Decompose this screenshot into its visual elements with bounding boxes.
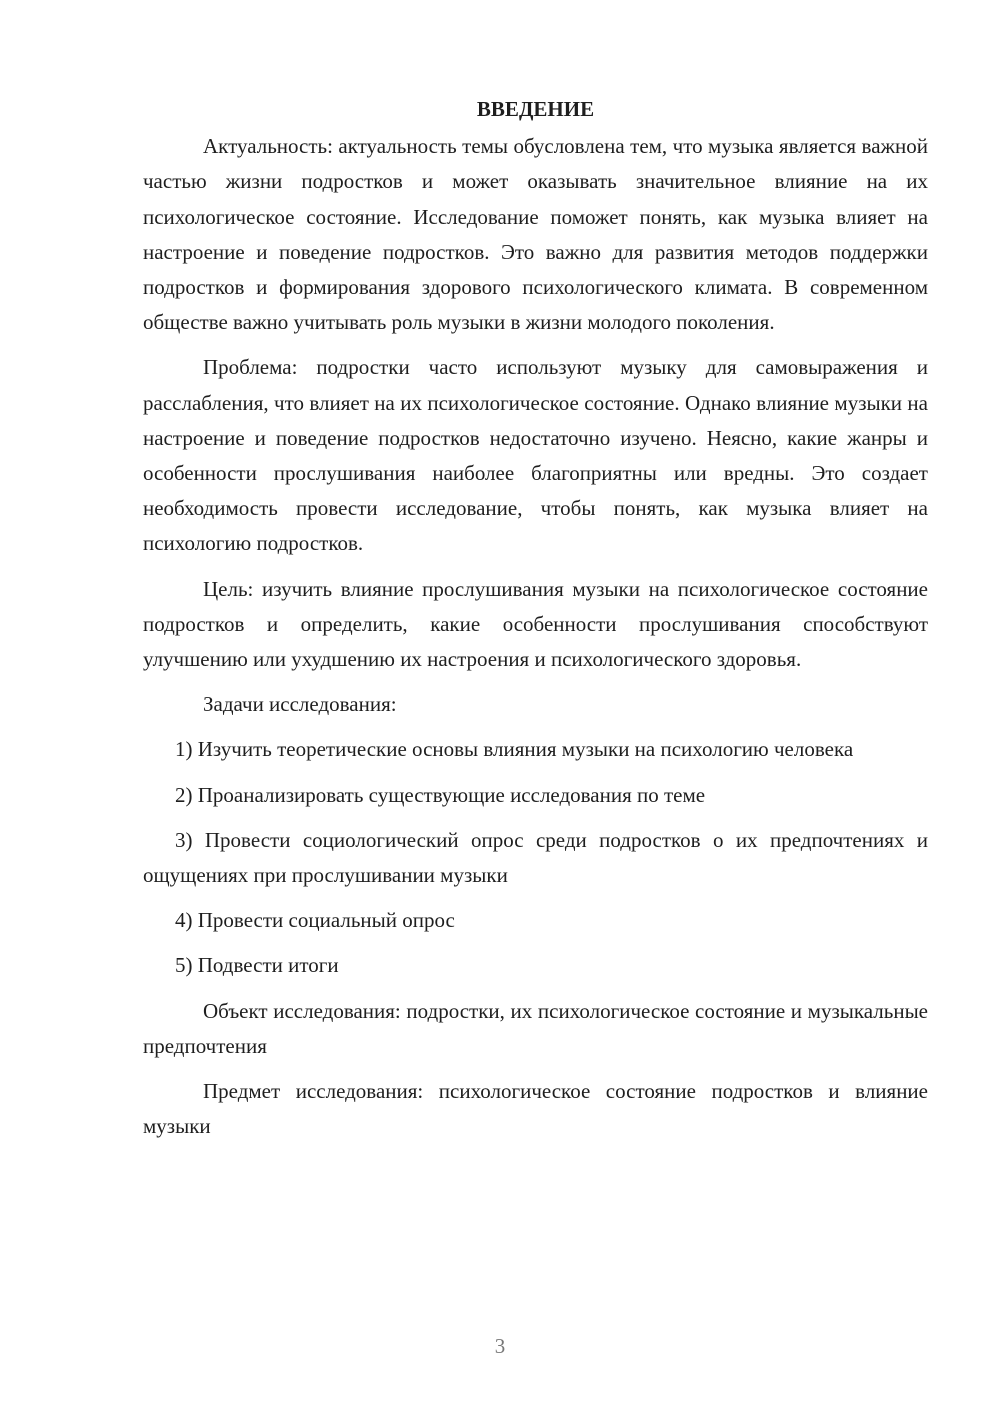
task-item-1: 1) Изучить теоретические основы влияния музыки на психологию человека	[175, 737, 854, 762]
page-number: 3	[494, 1334, 506, 1358]
section-title: ВВЕДЕНИЕ	[476, 97, 595, 121]
subject-paragraph: Предмет исследования: психологическое состояние подростков и влияние музыки	[143, 1079, 928, 1139]
relevance-paragraph: Актуальность: актуальность темы обусловлена тем, что музыка является важной частью жизни подростков и может оказывать значительное влияние на их психологическое состояние. Исследование поможет понять, как музыка влияет на настроение и поведение подростков. Это важно для развития методов поддержки подростков и формирования здорового психологического климата. В современном обществе важно учитывать роль музыки в жизни молодого поколения.	[143, 134, 928, 335]
task-item-2: 2) Проанализировать существующие исследования по теме	[175, 782, 706, 807]
task-item-3: 3) Провести социологический опрос среди подростков о их предпочтениях и ощущениях при прослушивании музыки	[143, 827, 928, 888]
task-item-4: 4) Провести социальный опрос	[175, 908, 455, 933]
tasks-heading: Задачи исследования:	[203, 692, 397, 717]
object-paragraph: Объект исследования: подростки, их психологическое состояние и музыкальные предпочтения	[143, 998, 928, 1058]
text-column	[143, 92, 928, 1154]
goal-paragraph: Цель: изучить влияние прослушивания музыки на психологическое состояние подростков и определить, какие особенности прослушивания способствуют улучшению или ухудшению их настроения и психологического здоровья.	[143, 576, 928, 672]
task-item-5: 5) Подвести итоги	[175, 953, 339, 978]
problem-paragraph: Проблема: подростки часто используют музыку для самовыражения и расслабления, что влияет на их психологическое состояние. Однако влияние музыки на настроение и поведение подростков недостаточно изучено. Неясно, какие жанры и особенности прослушивания наиболее благоприятны или вредны. Это создает необходимость провести исследование, чтобы понять, как музыка влияет на психологию подростков.	[143, 355, 928, 556]
